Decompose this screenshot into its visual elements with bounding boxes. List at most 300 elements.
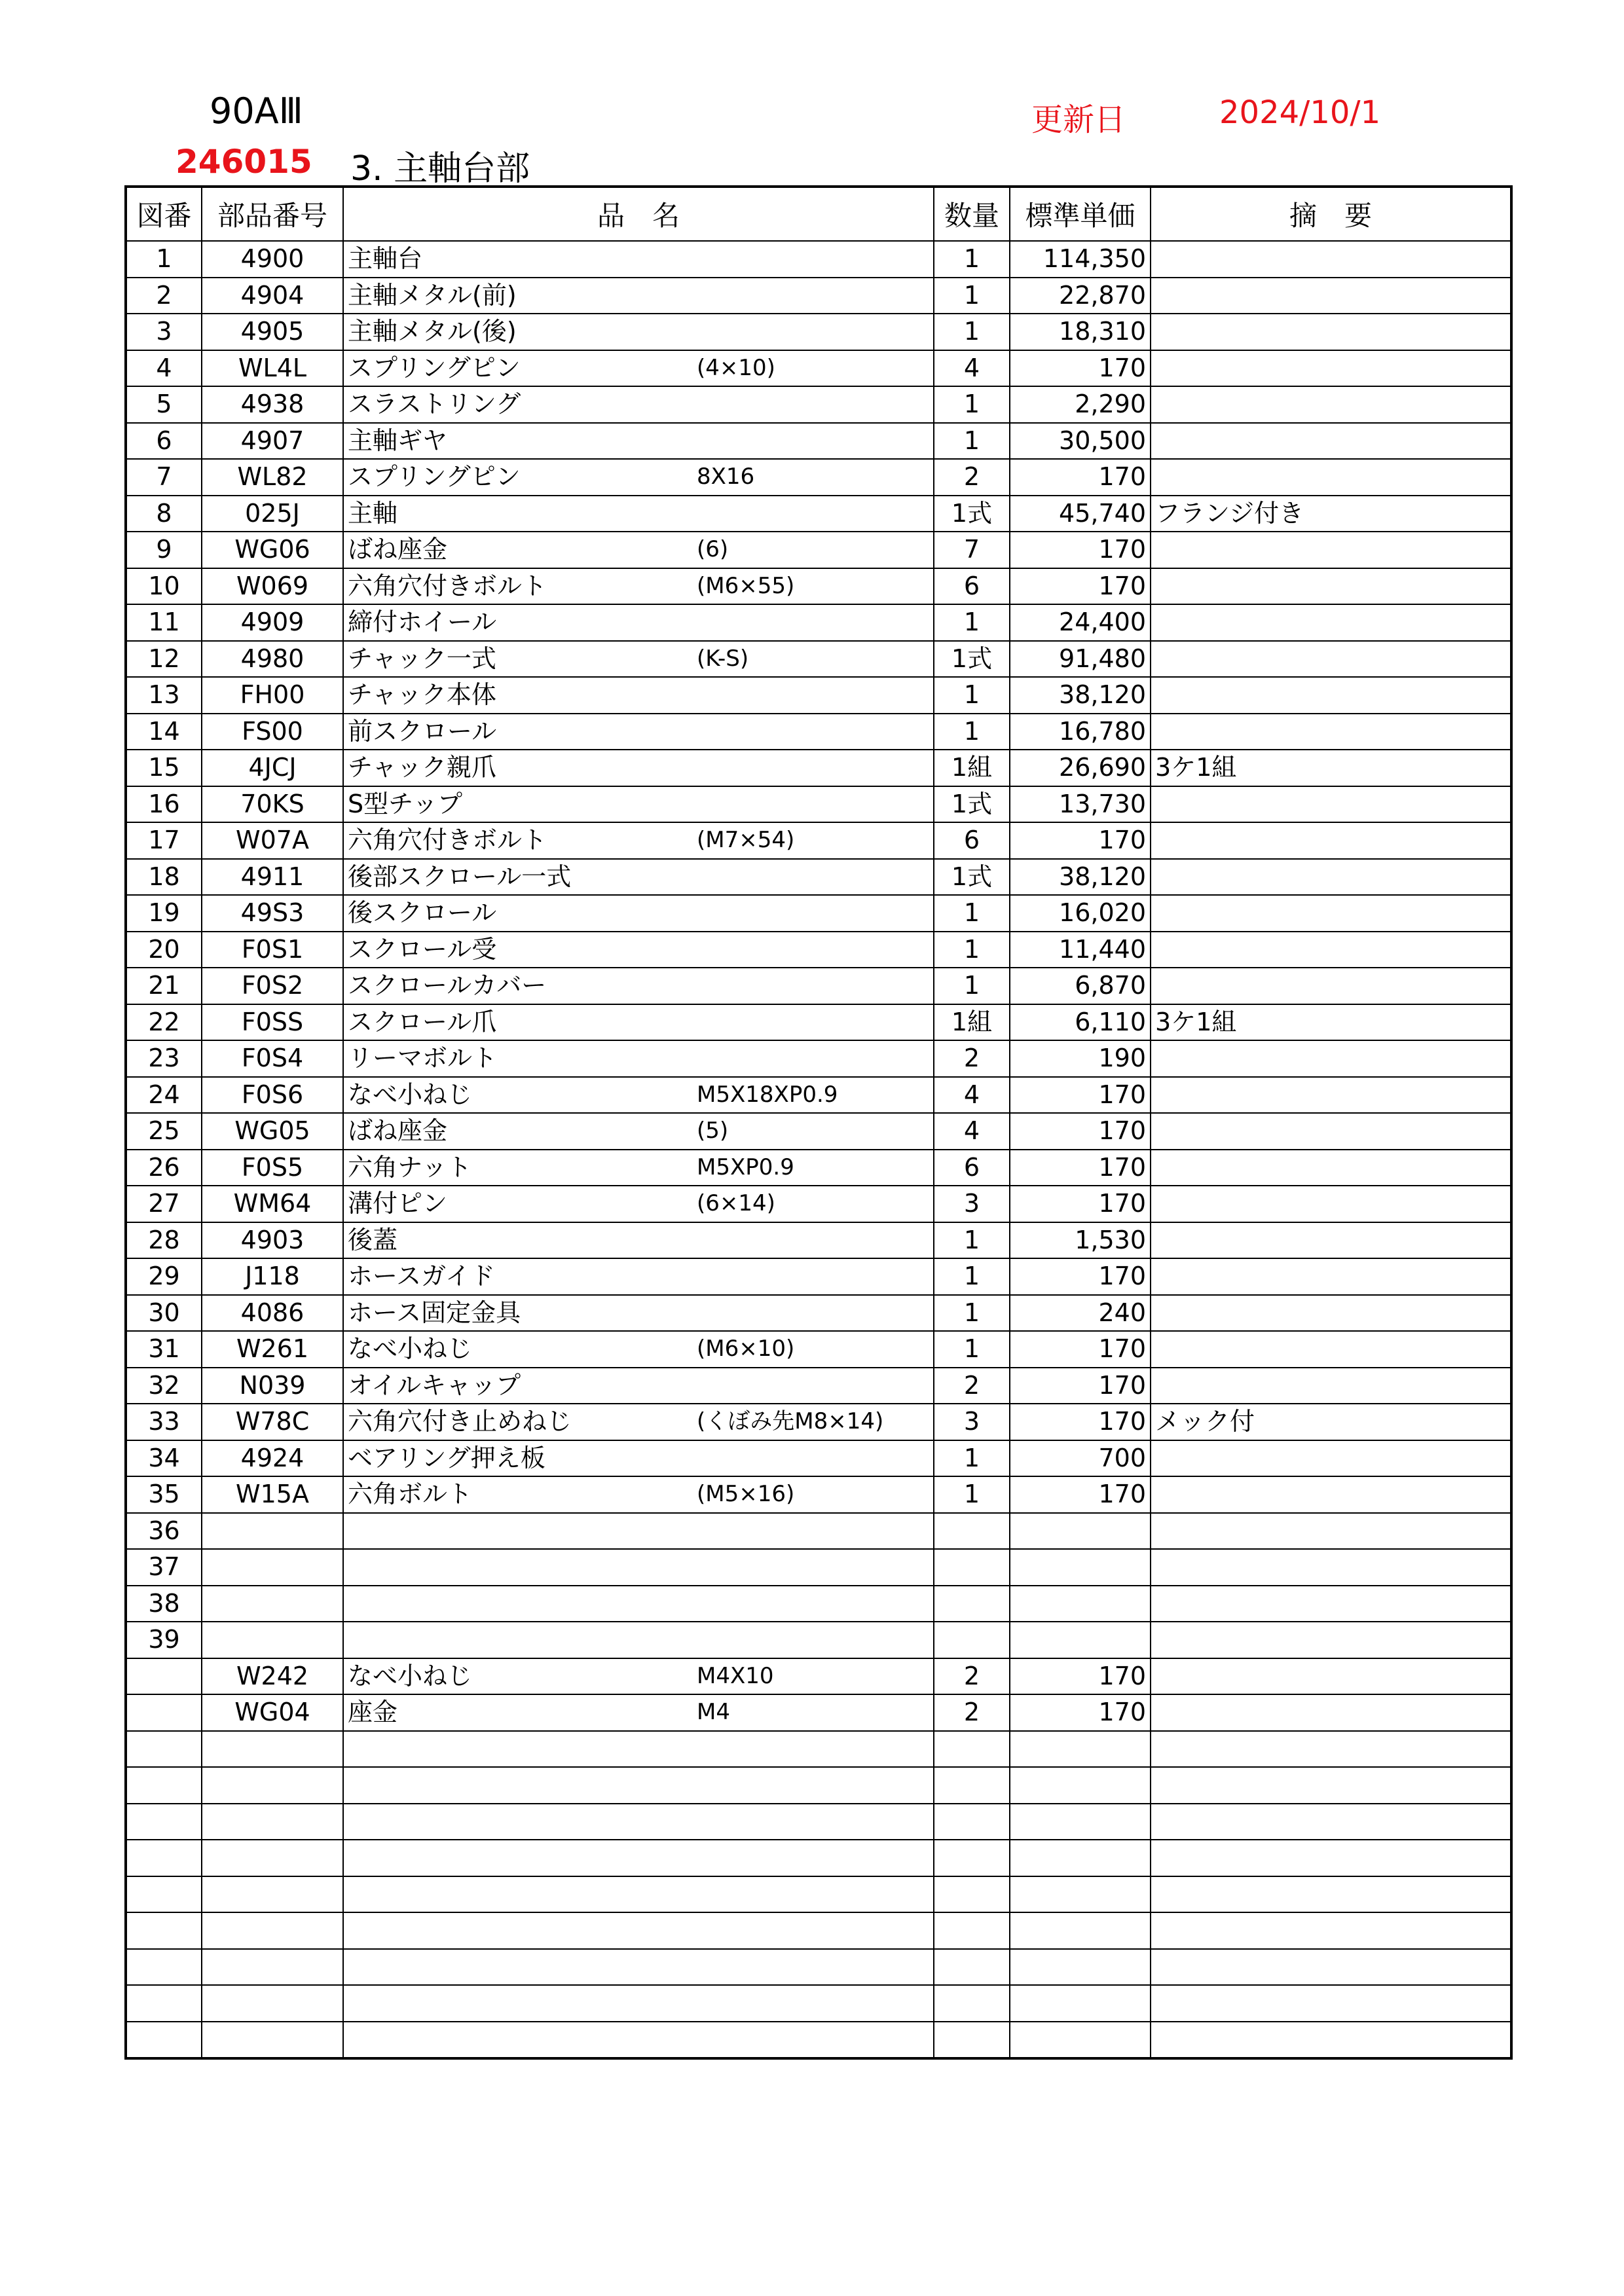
part-spec-cell (693, 1295, 934, 1332)
quantity-cell: 1式 (934, 786, 1010, 823)
quantity-cell: 1式 (934, 496, 1010, 532)
table-row (126, 1440, 1511, 1477)
remarks-cell (1151, 386, 1511, 423)
remarks-cell (1151, 1440, 1511, 1477)
remarks-cell (1151, 932, 1511, 968)
table-row (126, 1186, 1511, 1222)
remarks-cell: フランジ付き (1151, 496, 1511, 532)
part-code-cell (202, 2022, 343, 2059)
quantity-cell (934, 1549, 1010, 1586)
quantity-cell (934, 1513, 1010, 1550)
unit-price-cell: 45,740 (1010, 496, 1151, 532)
quantity-cell (934, 1840, 1010, 1876)
part-name-cell: チャック一式 (343, 641, 693, 678)
table-row (126, 822, 1511, 859)
fig-no-cell (126, 1658, 202, 1695)
part-name-cell: リーマボルト (343, 1040, 693, 1077)
part-name-cell: 六角穴付きボルト (343, 822, 693, 859)
remarks-cell (1151, 604, 1511, 641)
unit-price-cell: 170 (1010, 1077, 1151, 1114)
part-spec-cell: (5) (693, 1113, 934, 1150)
table-row (126, 641, 1511, 678)
part-code-cell: 4903 (202, 1222, 343, 1259)
quantity-cell: 1 (934, 714, 1010, 750)
part-name-cell: なべ小ねじ (343, 1658, 693, 1695)
remarks-cell (1151, 1804, 1511, 1840)
table-row (126, 1586, 1511, 1622)
table-row (126, 1331, 1511, 1368)
part-code-cell (202, 1949, 343, 1986)
unit-price-cell: 6,870 (1010, 968, 1151, 1004)
fig-no-cell (126, 2022, 202, 2059)
fig-no-cell: 7 (126, 459, 202, 496)
part-spec-cell (693, 1004, 934, 1041)
part-code-cell: 4904 (202, 278, 343, 314)
unit-price-cell: 170 (1010, 1658, 1151, 1695)
part-spec-cell (693, 278, 934, 314)
part-name-cell: ベアリング押え板 (343, 1440, 693, 1477)
part-code-cell: 4980 (202, 641, 343, 678)
fig-no-cell: 18 (126, 859, 202, 896)
part-spec-cell (693, 750, 934, 786)
remarks-cell (1151, 1658, 1511, 1695)
update-label: 更新日 (1031, 101, 1126, 138)
part-name-cell (343, 1586, 693, 1622)
part-code-cell: F0S5 (202, 1150, 343, 1186)
table-row (126, 1658, 1511, 1695)
part-code-cell: WG06 (202, 532, 343, 568)
fig-no-cell (126, 1767, 202, 1804)
unit-price-cell (1010, 2022, 1151, 2059)
part-code-cell: 4911 (202, 859, 343, 896)
part-spec-cell (693, 2022, 934, 2059)
part-code-cell (202, 1549, 343, 1586)
part-name-cell (343, 1949, 693, 1986)
unit-price-cell: 16,780 (1010, 714, 1151, 750)
table-row (126, 386, 1511, 423)
unit-price-cell: 16,020 (1010, 895, 1151, 932)
remarks-cell (1151, 822, 1511, 859)
fig-no-cell: 38 (126, 1586, 202, 1622)
quantity-cell: 1 (934, 423, 1010, 460)
part-spec-cell: M5X18XP0.9 (693, 1077, 934, 1114)
unit-price-cell (1010, 1840, 1151, 1876)
part-spec-cell (693, 968, 934, 1004)
table-row (126, 1004, 1511, 1041)
part-spec-cell (693, 1840, 934, 1876)
fig-no-cell: 16 (126, 786, 202, 823)
fig-no-cell: 5 (126, 386, 202, 423)
table-row (126, 859, 1511, 896)
quantity-cell (934, 1586, 1010, 1622)
table-row (126, 1150, 1511, 1186)
table-row (126, 314, 1511, 350)
remarks-cell (1151, 1476, 1511, 1513)
table-row (126, 1767, 1511, 1804)
remarks-cell (1151, 859, 1511, 896)
remarks-cell (1151, 1150, 1511, 1186)
fig-no-cell: 32 (126, 1368, 202, 1404)
quantity-cell: 1 (934, 1222, 1010, 1259)
table-row (126, 968, 1511, 1004)
quantity-cell: 1 (934, 1258, 1010, 1295)
part-code-cell: 70KS (202, 786, 343, 823)
table-row (126, 750, 1511, 786)
fig-no-cell: 34 (126, 1440, 202, 1477)
fig-no-cell: 9 (126, 532, 202, 568)
part-code-cell: 025J (202, 496, 343, 532)
col-header-qty: 数量 (934, 187, 1010, 241)
part-code-cell: 49S3 (202, 895, 343, 932)
part-spec-cell (693, 1985, 934, 2022)
quantity-cell: 1 (934, 1331, 1010, 1368)
fig-no-cell (126, 1804, 202, 1840)
unit-price-cell: 170 (1010, 1113, 1151, 1150)
unit-price-cell: 190 (1010, 1040, 1151, 1077)
col-header-no: 図番 (126, 187, 202, 241)
part-code-cell (202, 1912, 343, 1949)
part-spec-cell (693, 714, 934, 750)
part-code-cell (202, 1876, 343, 1913)
fig-no-cell (126, 1985, 202, 2022)
quantity-cell: 1 (934, 386, 1010, 423)
remarks-cell (1151, 1912, 1511, 1949)
fig-no-cell: 31 (126, 1331, 202, 1368)
remarks-cell (1151, 532, 1511, 568)
unit-price-cell (1010, 1622, 1151, 1658)
table-row (126, 1949, 1511, 1986)
part-spec-cell (693, 1040, 934, 1077)
table-row (126, 350, 1511, 387)
unit-price-cell: 170 (1010, 350, 1151, 387)
part-name-cell: 六角穴付き止めねじ (343, 1404, 693, 1440)
unit-price-cell: 22,870 (1010, 278, 1151, 314)
part-spec-cell: (6) (693, 532, 934, 568)
unit-price-cell: 13,730 (1010, 786, 1151, 823)
part-spec-cell (693, 1586, 934, 1622)
part-spec-cell: (M6×55) (693, 568, 934, 605)
quantity-cell: 2 (934, 1368, 1010, 1404)
quantity-cell: 1 (934, 241, 1010, 278)
part-code-cell: F0S2 (202, 968, 343, 1004)
unit-price-cell: 1,530 (1010, 1222, 1151, 1259)
part-code-cell: W261 (202, 1331, 343, 1368)
table-row (126, 1295, 1511, 1332)
part-spec-cell (693, 1876, 934, 1913)
part-spec-cell (693, 604, 934, 641)
quantity-cell: 7 (934, 532, 1010, 568)
remarks-cell (1151, 1295, 1511, 1332)
table-row (126, 1368, 1511, 1404)
remarks-cell: メック付 (1151, 1404, 1511, 1440)
table-row (126, 895, 1511, 932)
part-name-cell: 主軸台 (343, 241, 693, 278)
table-row (126, 496, 1511, 532)
remarks-cell (1151, 350, 1511, 387)
remarks-cell (1151, 1513, 1511, 1550)
remarks-cell (1151, 1731, 1511, 1768)
fig-no-cell: 20 (126, 932, 202, 968)
part-spec-cell (693, 786, 934, 823)
table-row (126, 1876, 1511, 1913)
table-row (126, 1804, 1511, 1840)
part-code-cell: WL82 (202, 459, 343, 496)
quantity-cell: 6 (934, 822, 1010, 859)
fig-no-cell: 1 (126, 241, 202, 278)
part-code-cell (202, 1513, 343, 1550)
fig-no-cell: 11 (126, 604, 202, 641)
part-code-cell (202, 1731, 343, 1768)
fig-no-cell: 35 (126, 1476, 202, 1513)
table-row (126, 1513, 1511, 1550)
table-row (126, 241, 1511, 278)
unit-price-cell (1010, 1731, 1151, 1768)
unit-price-cell: 2,290 (1010, 386, 1151, 423)
part-code-cell (202, 1622, 343, 1658)
part-name-cell (343, 1731, 693, 1768)
part-spec-cell (693, 496, 934, 532)
part-name-cell: 溝付ピン (343, 1186, 693, 1222)
part-name-cell (343, 1767, 693, 1804)
unit-price-cell (1010, 1767, 1151, 1804)
quantity-cell (934, 1622, 1010, 1658)
unit-price-cell (1010, 1513, 1151, 1550)
parts-table (124, 185, 1513, 2060)
quantity-cell: 1 (934, 677, 1010, 714)
fig-no-cell: 36 (126, 1513, 202, 1550)
part-name-cell: オイルキャップ (343, 1368, 693, 1404)
unit-price-cell: 38,120 (1010, 677, 1151, 714)
part-name-cell: 六角ボルト (343, 1476, 693, 1513)
part-spec-cell (693, 1804, 934, 1840)
table-row (126, 1840, 1511, 1876)
part-code-cell: WG04 (202, 1694, 343, 1731)
quantity-cell: 1式 (934, 859, 1010, 896)
fig-no-cell: 28 (126, 1222, 202, 1259)
quantity-cell (934, 1876, 1010, 1913)
unit-price-cell: 170 (1010, 532, 1151, 568)
table-row (126, 568, 1511, 605)
unit-price-cell: 170 (1010, 1368, 1151, 1404)
part-code-cell: 4909 (202, 604, 343, 641)
part-name-cell: ばね座金 (343, 1113, 693, 1150)
table-row (126, 1549, 1511, 1586)
quantity-cell: 1組 (934, 750, 1010, 786)
part-code-cell: F0S4 (202, 1040, 343, 1077)
part-spec-cell: (くぼみ先M8×14) (693, 1404, 934, 1440)
unit-price-cell (1010, 1876, 1151, 1913)
quantity-cell: 1 (934, 604, 1010, 641)
fig-no-cell: 13 (126, 677, 202, 714)
part-code-cell (202, 1840, 343, 1876)
remarks-cell (1151, 968, 1511, 1004)
part-spec-cell (693, 1767, 934, 1804)
unit-price-cell: 114,350 (1010, 241, 1151, 278)
fig-no-cell: 17 (126, 822, 202, 859)
remarks-cell (1151, 1186, 1511, 1222)
table-row (126, 1040, 1511, 1077)
unit-price-cell: 91,480 (1010, 641, 1151, 678)
part-spec-cell (693, 423, 934, 460)
part-spec-cell (693, 1912, 934, 1949)
quantity-cell: 4 (934, 1077, 1010, 1114)
remarks-cell (1151, 1840, 1511, 1876)
table-row (126, 1622, 1511, 1658)
remarks-cell (1151, 1622, 1511, 1658)
fig-no-cell: 15 (126, 750, 202, 786)
part-code-cell: F0S1 (202, 932, 343, 968)
quantity-cell: 4 (934, 350, 1010, 387)
table-row (126, 1476, 1511, 1513)
fig-no-cell (126, 1840, 202, 1876)
part-code-cell (202, 1985, 343, 2022)
col-header-price: 標準単価 (1010, 187, 1151, 241)
table-row (126, 1404, 1511, 1440)
part-code-cell: 4907 (202, 423, 343, 460)
table-row (126, 423, 1511, 460)
unit-price-cell: 18,310 (1010, 314, 1151, 350)
part-code-cell: 4JCJ (202, 750, 343, 786)
unit-price-cell: 170 (1010, 1186, 1151, 1222)
col-header-note: 摘 要 (1151, 187, 1511, 241)
part-name-cell (343, 2022, 693, 2059)
table-row (126, 1912, 1511, 1949)
table-row (126, 786, 1511, 823)
fig-no-cell: 30 (126, 1295, 202, 1332)
part-name-cell: 座金 (343, 1694, 693, 1731)
part-spec-cell: 8X16 (693, 459, 934, 496)
quantity-cell (934, 1804, 1010, 1840)
fig-no-cell (126, 1694, 202, 1731)
unit-price-cell: 170 (1010, 1258, 1151, 1295)
fig-no-cell: 25 (126, 1113, 202, 1150)
part-code-cell (202, 1804, 343, 1840)
table-row (126, 459, 1511, 496)
part-name-cell (343, 1912, 693, 1949)
section-title: 3. 主軸台部 (350, 149, 530, 189)
quantity-cell: 1 (934, 968, 1010, 1004)
part-code-cell: 4905 (202, 314, 343, 350)
part-code-cell: F0SS (202, 1004, 343, 1041)
part-code-cell: W15A (202, 1476, 343, 1513)
part-code-cell: WL4L (202, 350, 343, 387)
part-name-cell: 主軸 (343, 496, 693, 532)
part-name-cell: 締付ホイール (343, 604, 693, 641)
table-row (126, 278, 1511, 314)
quantity-cell (934, 2022, 1010, 2059)
part-name-cell: スクロール受 (343, 932, 693, 968)
part-name-cell: 前スクロール (343, 714, 693, 750)
fig-no-cell (126, 1731, 202, 1768)
part-spec-cell (693, 932, 934, 968)
part-spec-cell: M4 (693, 1694, 934, 1731)
quantity-cell: 1組 (934, 1004, 1010, 1041)
part-name-cell: スクロールカバー (343, 968, 693, 1004)
unit-price-cell (1010, 1949, 1151, 1986)
part-spec-cell: (6×14) (693, 1186, 934, 1222)
remarks-cell (1151, 1694, 1511, 1731)
fig-no-cell: 3 (126, 314, 202, 350)
quantity-cell: 2 (934, 1694, 1010, 1731)
part-name-cell (343, 1549, 693, 1586)
part-name-cell (343, 1840, 693, 1876)
part-code-cell: 4938 (202, 386, 343, 423)
part-name-cell (343, 1876, 693, 1913)
unit-price-cell: 170 (1010, 459, 1151, 496)
fig-no-cell: 2 (126, 278, 202, 314)
table-header-row (126, 187, 1511, 241)
part-spec-cell (693, 677, 934, 714)
fig-no-cell: 10 (126, 568, 202, 605)
part-spec-cell: (M5×16) (693, 1476, 934, 1513)
part-code-cell: J118 (202, 1258, 343, 1295)
remarks-cell (1151, 1368, 1511, 1404)
part-name-cell: ばね座金 (343, 532, 693, 568)
remarks-cell (1151, 568, 1511, 605)
fig-no-cell: 4 (126, 350, 202, 387)
part-name-cell: 六角穴付きボルト (343, 568, 693, 605)
part-spec-cell (693, 1949, 934, 1986)
unit-price-cell: 170 (1010, 1150, 1151, 1186)
unit-price-cell (1010, 1804, 1151, 1840)
part-name-cell: 後部スクロール一式 (343, 859, 693, 896)
unit-price-cell: 170 (1010, 1404, 1151, 1440)
part-spec-cell (693, 314, 934, 350)
remarks-cell (1151, 314, 1511, 350)
unit-price-cell: 38,120 (1010, 859, 1151, 896)
part-code-cell: FH00 (202, 677, 343, 714)
part-name-cell: チャック親爪 (343, 750, 693, 786)
part-name-cell: 主軸メタル(後) (343, 314, 693, 350)
parts-table-body (126, 241, 1511, 2058)
part-code-cell (202, 1586, 343, 1622)
fig-no-cell (126, 1912, 202, 1949)
table-row (126, 714, 1511, 750)
remarks-cell (1151, 1331, 1511, 1368)
fig-no-cell: 22 (126, 1004, 202, 1041)
fig-no-cell: 37 (126, 1549, 202, 1586)
part-code-cell: W78C (202, 1404, 343, 1440)
table-row (126, 1077, 1511, 1114)
part-code-cell: 4900 (202, 241, 343, 278)
unit-price-cell: 30,500 (1010, 423, 1151, 460)
unit-price-cell: 240 (1010, 1295, 1151, 1332)
quantity-cell (934, 1985, 1010, 2022)
quantity-cell (934, 1767, 1010, 1804)
part-name-cell: ホース固定金具 (343, 1295, 693, 1332)
model-name: 90AⅢ (210, 90, 303, 132)
part-name-cell: 後蓋 (343, 1222, 693, 1259)
remarks-cell (1151, 1077, 1511, 1114)
table-row (126, 932, 1511, 968)
part-spec-cell (693, 1549, 934, 1586)
quantity-cell (934, 1912, 1010, 1949)
part-name-cell: なべ小ねじ (343, 1331, 693, 1368)
part-name-cell (343, 1804, 693, 1840)
unit-price-cell: 170 (1010, 822, 1151, 859)
fig-no-cell: 19 (126, 895, 202, 932)
unit-price-cell: 26,690 (1010, 750, 1151, 786)
fig-no-cell: 8 (126, 496, 202, 532)
part-name-cell: 六角ナット (343, 1150, 693, 1186)
quantity-cell: 6 (934, 1150, 1010, 1186)
quantity-cell: 3 (934, 1404, 1010, 1440)
part-spec-cell: (4×10) (693, 350, 934, 387)
quantity-cell: 4 (934, 1113, 1010, 1150)
unit-price-cell (1010, 1549, 1151, 1586)
part-name-cell: スクロール爪 (343, 1004, 693, 1041)
table-row (126, 677, 1511, 714)
